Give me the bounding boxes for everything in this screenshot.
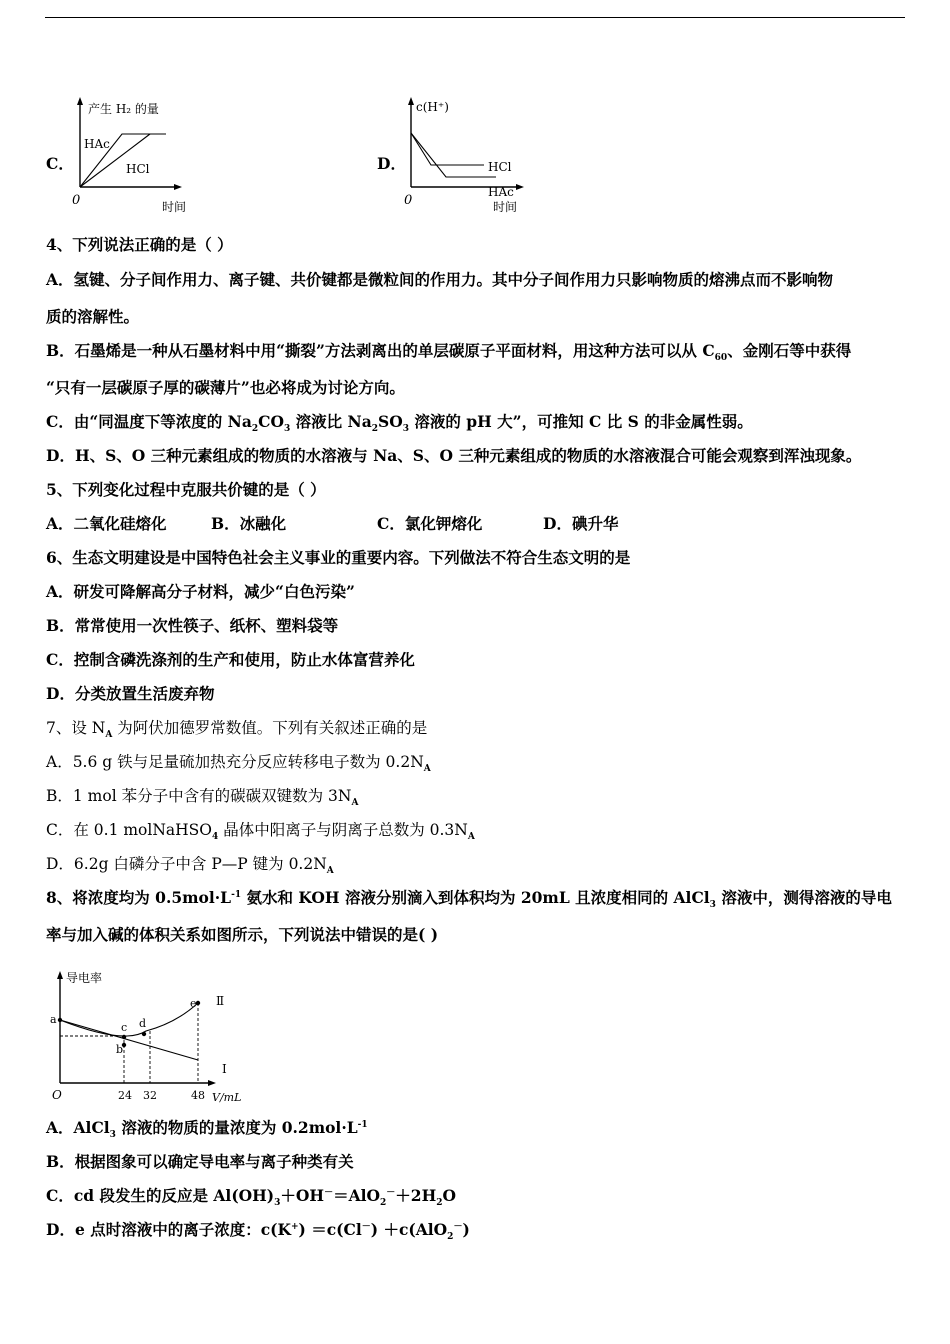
q8-conductivity-graph — [46, 965, 266, 1110]
q5-option-b: B．冰融化 — [211, 514, 287, 533]
graph-d-xlabel: 时间 — [493, 200, 518, 214]
x-tick-32: 32 — [143, 1089, 157, 1102]
q6-stem: 6、生态文明建设是中国特色社会主义事业的重要内容。下列做法不符合生态文明的是 — [46, 548, 631, 567]
x-tick-24: 24 — [118, 1089, 132, 1102]
q8-option-d: D．e 点时溶液中的离子浓度：c(K+) ＝c(Cl－) ＋c(AlO$_2$－) — [46, 1220, 470, 1243]
point-b: b — [116, 1043, 124, 1056]
q7-option-c: C．在 0.1 molNaHSO$_4$ 晶体中阳离子与阴离子总数为 $0.3N_A$ — [46, 821, 475, 843]
point-e: e — [190, 997, 197, 1010]
q8-option-c: C．cd 段发生的反应是 $Al(OH)_3+OH^-=AlO_2^-+2H_2O$ — [46, 1186, 456, 1209]
graph-c-origin: 0 — [72, 193, 81, 208]
q3-graph-c — [66, 95, 206, 220]
q6-option-d: D．分类放置生活废弃物 — [46, 684, 215, 703]
curve-i-label: Ⅰ — [222, 1062, 227, 1076]
q5-option-a: A．二氧化硅熔化 — [46, 514, 167, 533]
q5-stem: 5、下列变化过程中克服共价键的是（ ） — [46, 480, 326, 499]
header-rule — [45, 17, 905, 18]
q3-option-c-label: C． — [46, 154, 74, 173]
q8-option-b: B．根据图象可以确定导电率与离子种类有关 — [46, 1152, 354, 1171]
graph-xlabel: V/mL — [212, 1091, 242, 1104]
graph-d-origin: 0 — [404, 193, 413, 208]
q4-option-b-line2: “只有一层碳原子厚的碳薄片”也必将成为讨论方向。 — [46, 378, 405, 397]
q4-option-d: D．H、S、O 三种元素组成的物质的水溶液与 Na、S、O 三种元素组成的物质的水溶液混合可能会观察到浑浊现象。 — [46, 446, 862, 465]
graph-c-ylabel: 产生 H₂ 的量 — [88, 102, 159, 116]
q6-option-a: A．研发可降解高分子材料，减少“白色污染” — [46, 582, 355, 601]
q4-stem: 4、下列说法正确的是（ ） — [46, 235, 233, 254]
graph-d-series-hac: HAc — [488, 185, 514, 199]
q6-option-b: B．常常使用一次性筷子、纸杯、塑料袋等 — [46, 616, 339, 635]
graph-d-hcl-line — [411, 133, 484, 165]
point-d: d — [139, 1017, 147, 1030]
q6-option-c: C．控制含磷洗涤剂的生产和使用，防止水体富营养化 — [46, 650, 415, 669]
q3-graph-d — [398, 95, 538, 220]
q4-option-b-line1: B．石墨烯是一种从石墨材料中用“撕裂”方法剥离出的单层碳原子平面材料，用这种方法可以从 $C_{60}$、金刚石等中获得 — [46, 341, 852, 364]
q7-option-b: B．1 mol 苯分子中含有的碳碳双键数为 $3N_A$ — [46, 787, 359, 809]
q4-option-c: C．由“同温度下等浓度的 $Na_2CO_3$ 溶液比 $Na_2SO_3$ 溶液的 pH 大”，可推知 C 比 S 的非金属性弱。 — [46, 412, 753, 435]
q8-stem-line2: 率与加入碱的体积关系如图所示，下列说法中错误的是( ) — [46, 925, 439, 944]
graph-d-ylabel: c(H⁺) — [416, 100, 449, 114]
q4-option-a-line2: 质的溶解性。 — [46, 307, 140, 326]
graph-d-series-hcl: HCl — [488, 160, 512, 174]
q5-option-c: C．氯化钾熔化 — [377, 514, 483, 533]
graph-c-series-hcl: HCl — [126, 162, 150, 176]
x-tick-48: 48 — [191, 1089, 205, 1102]
curve-ii-label: Ⅱ — [216, 994, 225, 1008]
point-c: c — [121, 1021, 128, 1034]
q4-option-a-line1: A．氢键、分子间作用力、离子键、共价键都是微粒间的作用力。其中分子间作用力只影响物质的熔沸点而不影响物 — [46, 270, 834, 289]
graph-c-series-hac: HAc — [84, 137, 110, 151]
q7-stem: 7、设 $N_A$ 为阿伏加德罗常数值。下列有关叙述正确的是 — [46, 719, 428, 741]
q8-stem-line1: 8、将浓度均为 $0.5mol\cdot L^{-1}$ 氨水和 KOH 溶液分别滴入到体积均为 20mL 且浓度相同的 AlCl$_3$ 溶液中，测得溶液的导电 — [46, 888, 892, 911]
curve-i — [60, 1020, 198, 1060]
curve-ii — [60, 1003, 198, 1036]
q7-option-d: D．6.2g 白磷分子中含 P—P 键为 $0.2N_A$ — [46, 855, 334, 877]
q7-option-a: A．5.6 g 铁与足量硫加热充分反应转移电子数为 $0.2N_A$ — [46, 753, 431, 775]
graph-c-xlabel: 时间 — [162, 200, 187, 214]
q5-option-d: D．碘升华 — [543, 514, 619, 533]
q8-option-a: A．AlCl$_3$ 溶液的物质的量浓度为 $0.2mol\cdot L^{-1}$ — [46, 1118, 368, 1141]
point-a: a — [50, 1013, 57, 1026]
graph-origin: O — [52, 1088, 62, 1102]
q3-option-d-label: D． — [377, 154, 406, 173]
graph-ylabel: 导电率 — [66, 971, 103, 985]
graph-d-hac-line — [411, 133, 496, 177]
